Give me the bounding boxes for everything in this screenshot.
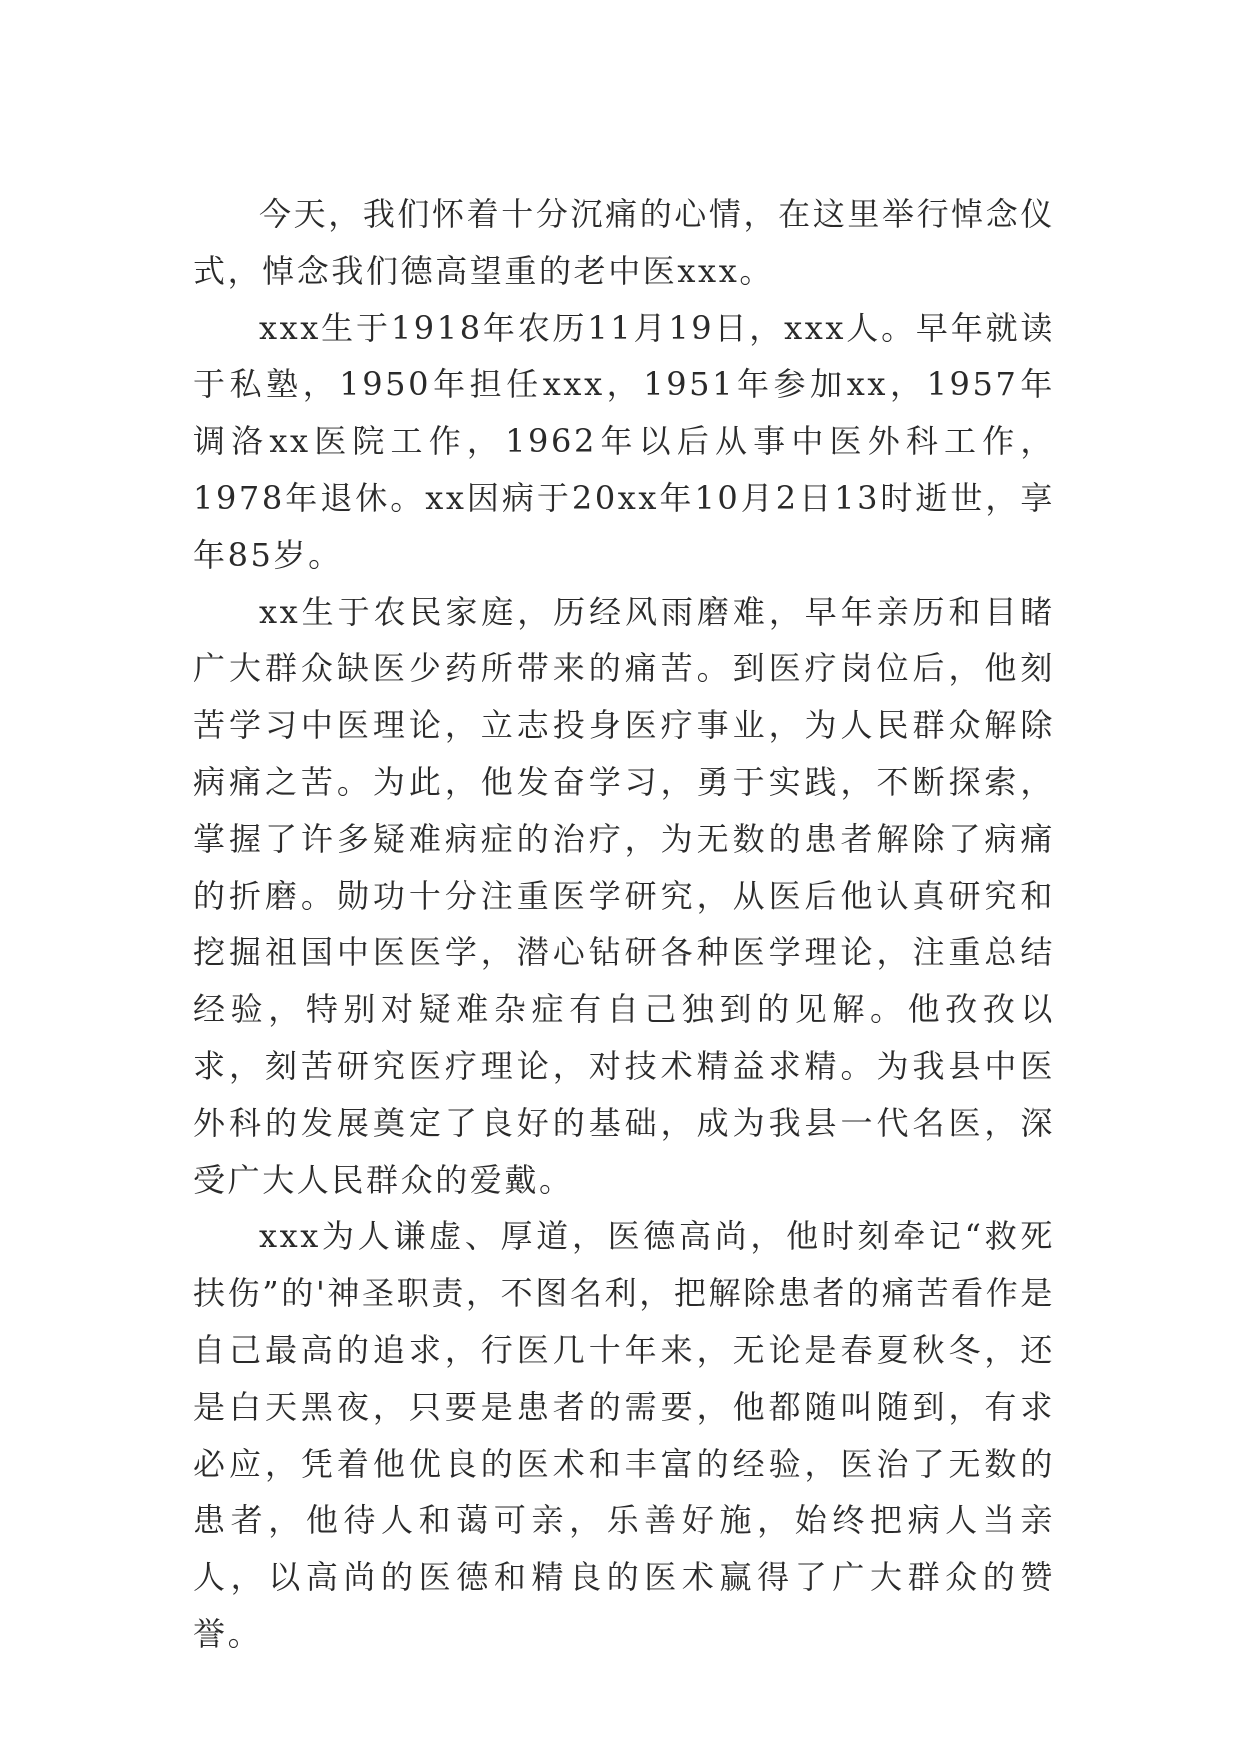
paragraph-career: xx生于农民家庭，历经风雨磨难，早年亲历和目睹广大群众缺医少药所带来的痛苦。到医疗岗位后，他刻苦学习中医理论，立志投身医疗事业，为人民群众解除病痛之苦。为此，他发奋学习，勇于实践，不断探索，掌握了许多疑难病症的治疗，为无数的患者解除了病痛的折磨。勋功十分注重医学研究，从医后他认真研究和挖掘祖国中医医学，潜心钻研各种医学理论，注重总结经验，特别对疑难杂症有自己独到的见解。他孜孜以求，刻苦研究医疗理论，对技术精益求精。为我县中医外科的发展奠定了良好的基础，成为我县一代名医，深受广大人民群众的爱戴。 [193,592,1055,1199]
document-body [193,186,1055,1663]
paragraph-opening: 今天，我们怀着十分沉痛的心情，在这里举行悼念仪式，悼念我们德高望重的老中医xxx。 [193,195,1055,290]
paragraph-character: xxx为人谦虚、厚道，医德高尚，他时刻牵记“救死扶伤”的'神圣职责，不图名利，把解除患者的痛苦看作是自己最高的追求，行医几十年来，无论是春夏秋冬，还是白天黑夜，只要是患者的需要，他都随叫随到，有求必应，凭着他优良的医术和丰富的经验，医治了无数的患者，他待人和蔼可亲，乐善好施，始终把病人当亲人，以高尚的医德和精良的医术赢得了广大群众的赞誉。 [193,1217,1055,1653]
paragraph-biography: xxx生于1918年农历11月19日，xxx人。早年就读于私塾，1950年担任xxx，1951年参加xx，1957年调洛xx医院工作，1962年以后从事中医外科工作，1978年退休。xx因病于20xx年10月2日13时逝世，享年85岁。 [193,308,1055,574]
